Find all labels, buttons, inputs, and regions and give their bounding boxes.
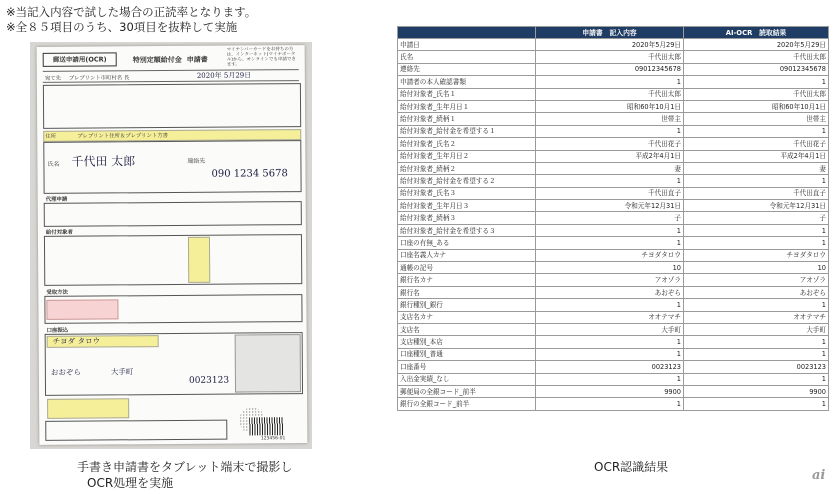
item-name-cell: 給付対象者_氏名３	[398, 187, 536, 199]
section-benefit: 給付対象者	[45, 229, 73, 236]
ocr-value-cell: 大手町	[684, 323, 829, 335]
written-value-cell: 0023123	[536, 361, 684, 373]
table-row	[398, 323, 829, 335]
table-row	[398, 150, 829, 162]
table-row	[398, 237, 829, 249]
written-value-cell: 1	[536, 348, 684, 360]
ocr-value-cell: 1	[684, 224, 829, 236]
item-name-cell: 通帳の記号	[398, 262, 536, 274]
header-ocr: AI-OCR 読取結果	[684, 27, 829, 39]
table-header-row	[398, 27, 829, 39]
item-name-cell: 支店名	[398, 323, 536, 335]
table-row	[398, 212, 829, 224]
table-row	[398, 348, 829, 360]
item-name-cell: 申請者の本人確認書類	[398, 76, 536, 88]
agent-box	[44, 201, 302, 227]
ocr-value-cell: 9900	[684, 385, 829, 397]
attachment-note	[47, 398, 129, 419]
item-name-cell: 申請日	[398, 39, 536, 51]
ocr-value-cell: 1	[684, 175, 829, 187]
ocr-value-cell: 1	[684, 125, 829, 137]
site-logo: ai	[812, 468, 826, 483]
table-row	[398, 336, 829, 348]
item-name-cell: 口座番号	[398, 361, 536, 373]
table-body	[398, 39, 829, 411]
written-value-cell: 1	[536, 76, 684, 88]
item-name-cell: 給付対象者_続柄１	[398, 113, 536, 125]
item-name-cell: 入出金実績_なし	[398, 373, 536, 385]
table-row	[398, 385, 829, 397]
account-handwritten: 0023123	[188, 375, 230, 386]
table-row	[398, 39, 829, 51]
item-name-cell: 給付対象者_生年月日１	[398, 100, 536, 112]
written-value-cell: 昭和60年10月1日	[536, 100, 684, 112]
item-name-cell: 給付対象者_生年月日２	[398, 150, 536, 162]
ocr-value-cell: チヨダタロウ	[684, 249, 829, 261]
caption-photo	[77, 459, 292, 491]
phone-handwritten: 090 1234 5678	[211, 168, 288, 180]
ocr-value-cell: 千代田直子	[684, 187, 829, 199]
address-label: 住所	[45, 133, 57, 140]
item-name-cell: 連絡先	[398, 63, 536, 75]
written-value-cell: 千代田太郎	[536, 88, 684, 100]
ocr-value-cell: 千代田太郎	[684, 88, 829, 100]
phone-label: 連絡先	[187, 157, 206, 165]
ocr-result-table-wrap	[397, 26, 828, 411]
written-value-cell: 2020年5月29日	[536, 39, 684, 51]
table-row	[398, 88, 829, 100]
ocr-value-cell: 09012345678	[684, 63, 829, 75]
section-agent: 代理申請	[45, 196, 68, 203]
item-name-cell: 口座種別_普通	[398, 348, 536, 360]
written-value-cell: 大手町	[536, 323, 684, 335]
table-row	[398, 187, 829, 199]
office-use-box	[45, 420, 227, 441]
date-handwritten: 2020年 5月29日	[196, 71, 252, 80]
table-row	[398, 311, 829, 323]
written-value-cell: 令和元年12月31日	[536, 200, 684, 212]
table-row	[398, 113, 829, 125]
benefit-box	[44, 234, 302, 286]
written-value-cell: アオゾラ	[536, 274, 684, 286]
barcode	[249, 417, 283, 435]
application-form-paper	[37, 45, 308, 445]
written-value-cell: オオテマチ	[536, 311, 684, 323]
ocr-value-cell: オオテマチ	[684, 311, 829, 323]
item-name-cell: 給付対象者_給付金を希望する１	[398, 125, 536, 137]
table-row	[398, 138, 829, 150]
ocr-value-cell: 千代田太郎	[684, 51, 829, 63]
ocr-value-cell: 1	[684, 76, 829, 88]
written-value-cell: 世帯主	[536, 113, 684, 125]
ocr-value-cell: 令和元年12月31日	[684, 200, 829, 212]
written-value-cell: 10	[536, 262, 684, 274]
form-title: 特別定額給付金	[132, 55, 182, 65]
item-name-cell: 給付対象者_氏名２	[398, 138, 536, 150]
item-name-cell: 銀行種別_銀行	[398, 299, 536, 311]
kana-handwritten: チヨダ タロウ	[52, 336, 101, 346]
written-value-cell: 1	[536, 336, 684, 348]
table-row	[398, 162, 829, 174]
written-value-cell: 千代田花子	[536, 138, 684, 150]
header-item	[398, 27, 536, 39]
ocr-result-table	[397, 26, 829, 411]
item-name-cell: 給付対象者_給付金を希望する２	[398, 175, 536, 187]
written-value-cell: 1	[536, 373, 684, 385]
ocr-value-cell: 1	[684, 373, 829, 385]
ocr-value-cell: 10	[684, 262, 829, 274]
table-row	[398, 63, 829, 75]
item-name-cell: 支店名カナ	[398, 311, 536, 323]
ocr-value-cell: 妻	[684, 162, 829, 174]
city-value: プレプリント市町村名 長	[68, 75, 130, 82]
form-instructions-box	[43, 83, 301, 129]
item-name-cell: 銀行名	[398, 286, 536, 298]
form-divider	[43, 69, 299, 72]
written-value-cell: 子	[536, 212, 684, 224]
bank-code-box	[235, 334, 301, 392]
note-sample-items: ※全８５項目のうち、30項目を抜粋して実施	[6, 20, 238, 34]
ocr-value-cell: 昭和60年10月1日	[684, 100, 829, 112]
ocr-value-cell: 1	[684, 348, 829, 360]
written-value-cell: 千代田太郎	[536, 51, 684, 63]
caption-photo-line1: 手書き申請書をタブレット端末で撮影し	[77, 460, 293, 474]
ocr-value-cell: あおぞら	[684, 286, 829, 298]
written-value-cell: 09012345678	[536, 63, 684, 75]
ocr-value-cell: 平成2年4月1日	[684, 150, 829, 162]
written-value-cell: 1	[536, 175, 684, 187]
table-row	[398, 249, 829, 261]
item-name-cell: 給付対象者_続柄３	[398, 212, 536, 224]
bank-label: 口座振込	[46, 327, 69, 334]
branch-handwritten: 大手町	[110, 367, 134, 377]
written-value-cell: 平成2年4月1日	[536, 150, 684, 162]
name-label: 氏名	[47, 160, 60, 168]
table-row	[398, 361, 829, 373]
item-name-cell: 郵便局の全銀コード_前半	[398, 385, 536, 397]
item-name-cell: 口座名義人カナ	[398, 249, 536, 261]
written-value-cell: 1	[536, 398, 684, 410]
ocr-value-cell: 1	[684, 299, 829, 311]
written-value-cell: 1	[536, 224, 684, 236]
table-row	[398, 100, 829, 112]
table-row	[398, 224, 829, 236]
written-value-cell: 1	[536, 237, 684, 249]
item-name-cell: 給付対象者_氏名１	[398, 88, 536, 100]
table-row	[398, 175, 829, 187]
form-tag: 郵送申請用(OCR)	[43, 52, 117, 67]
name-handwritten: 千代田 太郎	[71, 154, 136, 169]
written-value-cell: 9900	[536, 385, 684, 397]
item-name-cell: 口座の有無_ある	[398, 237, 536, 249]
table-row	[398, 200, 829, 212]
receipt-option	[46, 299, 118, 320]
item-name-cell: 氏名	[398, 51, 536, 63]
written-value-cell: チヨダタロウ	[536, 249, 684, 261]
section-receipt: 受取方法	[46, 289, 68, 296]
form-subtitle: 申請書	[186, 55, 208, 64]
application-form-photo	[30, 42, 312, 449]
item-name-cell: 給付対象者_続柄２	[398, 162, 536, 174]
written-value-cell: 1	[536, 125, 684, 137]
written-value-cell: 千代田直子	[536, 187, 684, 199]
table-row	[398, 51, 829, 63]
item-name-cell: 銀行の全銀コード_前半	[398, 398, 536, 410]
caption-ocr: OCR認識結果	[594, 460, 669, 474]
table-row	[398, 373, 829, 385]
benefit-checkbox-column	[188, 237, 210, 283]
bank-handwritten: おおぞら	[50, 367, 81, 377]
table-row	[398, 398, 829, 410]
note-accuracy: ※当記入内容で試した場合の正読率となります。	[6, 5, 257, 19]
mynumber-note: マイナンバーカードをお持ちの方は、インターネット(マイナポータル)から、オンラインでも申請できます。	[226, 47, 296, 68]
ocr-value-cell: 世帯主	[684, 113, 829, 125]
ocr-value-cell: 1	[684, 237, 829, 249]
ocr-value-cell: 2020年5月29日	[684, 39, 829, 51]
table-row	[398, 262, 829, 274]
ocr-value-cell: 1	[684, 336, 829, 348]
written-value-cell: 妻	[536, 162, 684, 174]
item-name-cell: 銀行名カナ	[398, 274, 536, 286]
caption-photo-line2: OCR処理を実施	[87, 476, 174, 490]
table-row	[398, 76, 829, 88]
table-row	[398, 286, 829, 298]
city-label: 宛て先	[44, 75, 62, 82]
item-name-cell: 給付対象者_生年月日３	[398, 200, 536, 212]
ocr-value-cell: 1	[684, 398, 829, 410]
barcode-label: 123456-01	[260, 436, 286, 442]
ocr-value-cell: 千代田花子	[684, 138, 829, 150]
ocr-value-cell: アオゾラ	[684, 274, 829, 286]
ocr-value-cell: 子	[684, 212, 829, 224]
written-value-cell: あおぞら	[536, 286, 684, 298]
written-value-cell: 1	[536, 299, 684, 311]
table-row	[398, 125, 829, 137]
table-row	[398, 299, 829, 311]
ocr-value-cell: 0023123	[684, 361, 829, 373]
table-row	[398, 274, 829, 286]
item-name-cell: 給付対象者_給付金を希望する３	[398, 224, 536, 236]
header-written: 申請書 記入内容	[536, 27, 684, 39]
address-value: プレプリント住所＆プレプリント方書	[77, 133, 169, 140]
item-name-cell: 支店種別_本店	[398, 336, 536, 348]
